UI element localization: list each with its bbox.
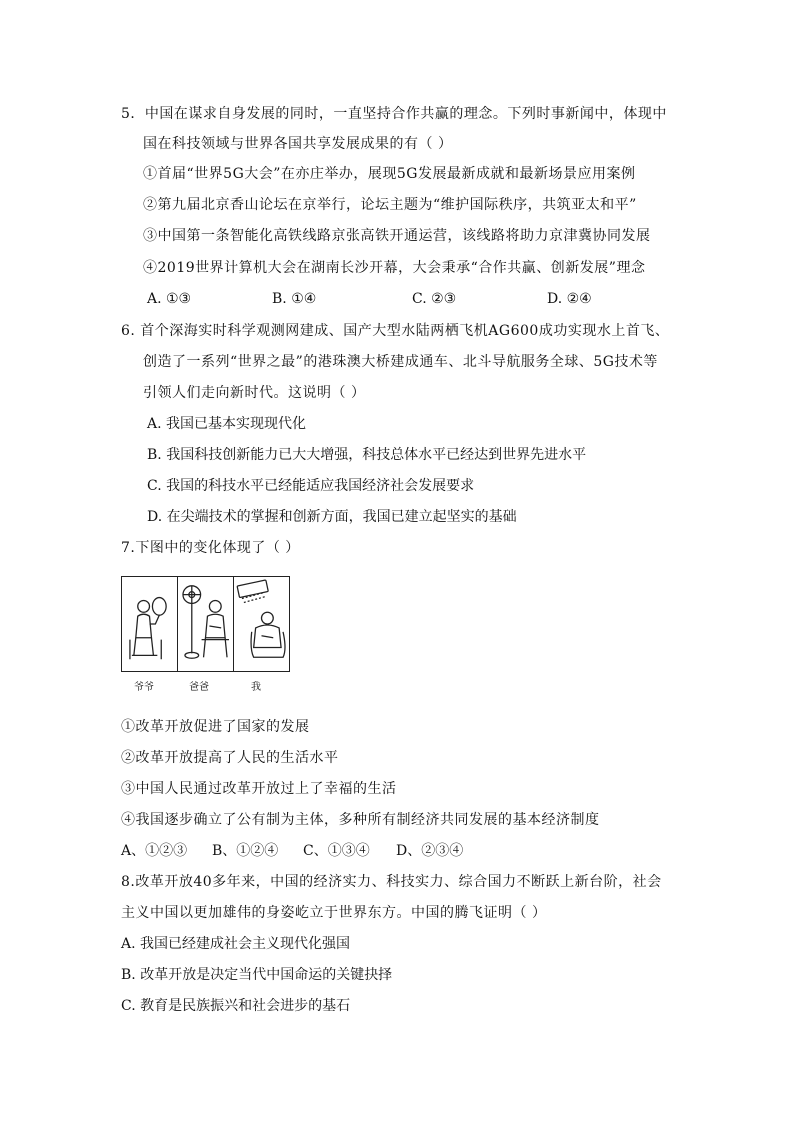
q5-item-2: ②第九届北京香山论坛在京举行，论坛主题为“维护国际秩序，共筑亚太和平” xyxy=(143,197,637,213)
q5-option-b[interactable]: B. ①④ xyxy=(272,291,317,307)
q5-option-a[interactable]: A. ①③ xyxy=(147,291,192,307)
grandpa-fan-drawing xyxy=(122,577,177,671)
q7-item-4: ④我国逐步确立了公有制为主体，多种所有制经济共同发展的基本经济制度 xyxy=(121,812,600,828)
q5-option-c[interactable]: C. ②③ xyxy=(412,291,457,307)
panel-me-air-conditioner xyxy=(234,577,289,671)
q5-option-d[interactable]: D. ②④ xyxy=(547,291,592,307)
q7-item-3: ③中国人民通过改革开放过上了幸福的生活 xyxy=(121,781,397,797)
panel-grandpa-hand-fan xyxy=(122,577,178,671)
q7-option-b[interactable]: B、①②④ xyxy=(212,843,279,859)
q5-item-4: ④2019世界计算机大会在湖南长沙开幕，大会秉承“合作共赢、创新发展”理念 xyxy=(143,260,646,276)
q7-stem: 7.下图中的变化体现了（ ） xyxy=(121,540,300,556)
q8-stem-line1: 8.改革开放40多年来，中国的经济实力、科技实力、综合国力不断跃上新台阶，社会 xyxy=(121,874,662,890)
q6-stem-line3: 引领人们走向新时代。这说明（ ） xyxy=(143,385,366,401)
q5-stem-line1: 5．中国在谋求自身发展的同时，一直坚持合作共赢的理念。下列时事新闻中，体现中 xyxy=(121,106,667,122)
q7-option-c[interactable]: C、①③④ xyxy=(303,843,370,859)
q5-item-3: ③中国第一条智能化高铁线路京张高铁开通运营，该线路将助力京津冀协同发展 xyxy=(143,228,651,244)
q7-item-2: ②改革开放提高了人民的生活水平 xyxy=(121,750,339,766)
q8-option-b[interactable]: B. 改革开放是决定当代中国命运的关键抉择 xyxy=(121,967,393,983)
q7-item-1: ①改革开放促进了国家的发展 xyxy=(121,719,310,735)
caption-me: 我 xyxy=(251,682,261,693)
me-air-conditioner-drawing xyxy=(234,577,289,671)
q6-option-c[interactable]: C. 我国的科技水平已经能适应我国经济社会发展要求 xyxy=(147,478,475,494)
q7-option-d[interactable]: D、②③④ xyxy=(396,843,464,859)
q6-option-b[interactable]: B. 我国科技创新能力已大大增强，科技总体水平已经达到世界先进水平 xyxy=(147,447,587,463)
q6-stem-line2: 创造了一系列“世界之最”的港珠澳大桥建成通车、北斗导航服务全球、5G技术等 xyxy=(143,354,658,370)
q6-stem-line1: 6. 首个深海实时科学观测网建成、国产大型水陆两栖飞机AG600成功实现水上首飞、 xyxy=(121,323,670,339)
q7-option-a[interactable]: A、①②③ xyxy=(121,843,188,859)
q6-option-a[interactable]: A. 我国已基本实现现代化 xyxy=(147,416,307,432)
q8-stem-line2: 主义中国以更加雄伟的身姿屹立于世界东方。中国的腾飞证明（ ） xyxy=(121,905,547,921)
q6-option-d[interactable]: D. 在尖端技术的掌握和创新方面，我国已建立起坚实的基础 xyxy=(147,509,517,525)
panel-dad-electric-fan xyxy=(178,577,234,671)
q5-stem-line2: 国在科技领域与世界各国共享发展成果的有（ ） xyxy=(143,136,453,152)
q8-option-a[interactable]: A. 我国已经建成社会主义现代化强国 xyxy=(121,936,351,952)
q5-item-1: ①首届“世界5G大会”在亦庄举办，展现5G发展最新成就和最新场景应用案例 xyxy=(143,166,636,182)
generations-cooling-illustration xyxy=(121,576,290,672)
dad-electric-fan-drawing xyxy=(178,577,233,671)
q8-option-c[interactable]: C. 教育是民族振兴和社会进步的基石 xyxy=(121,998,351,1014)
caption-grandpa: 爷爷 xyxy=(134,682,154,693)
caption-dad: 爸爸 xyxy=(189,682,209,693)
